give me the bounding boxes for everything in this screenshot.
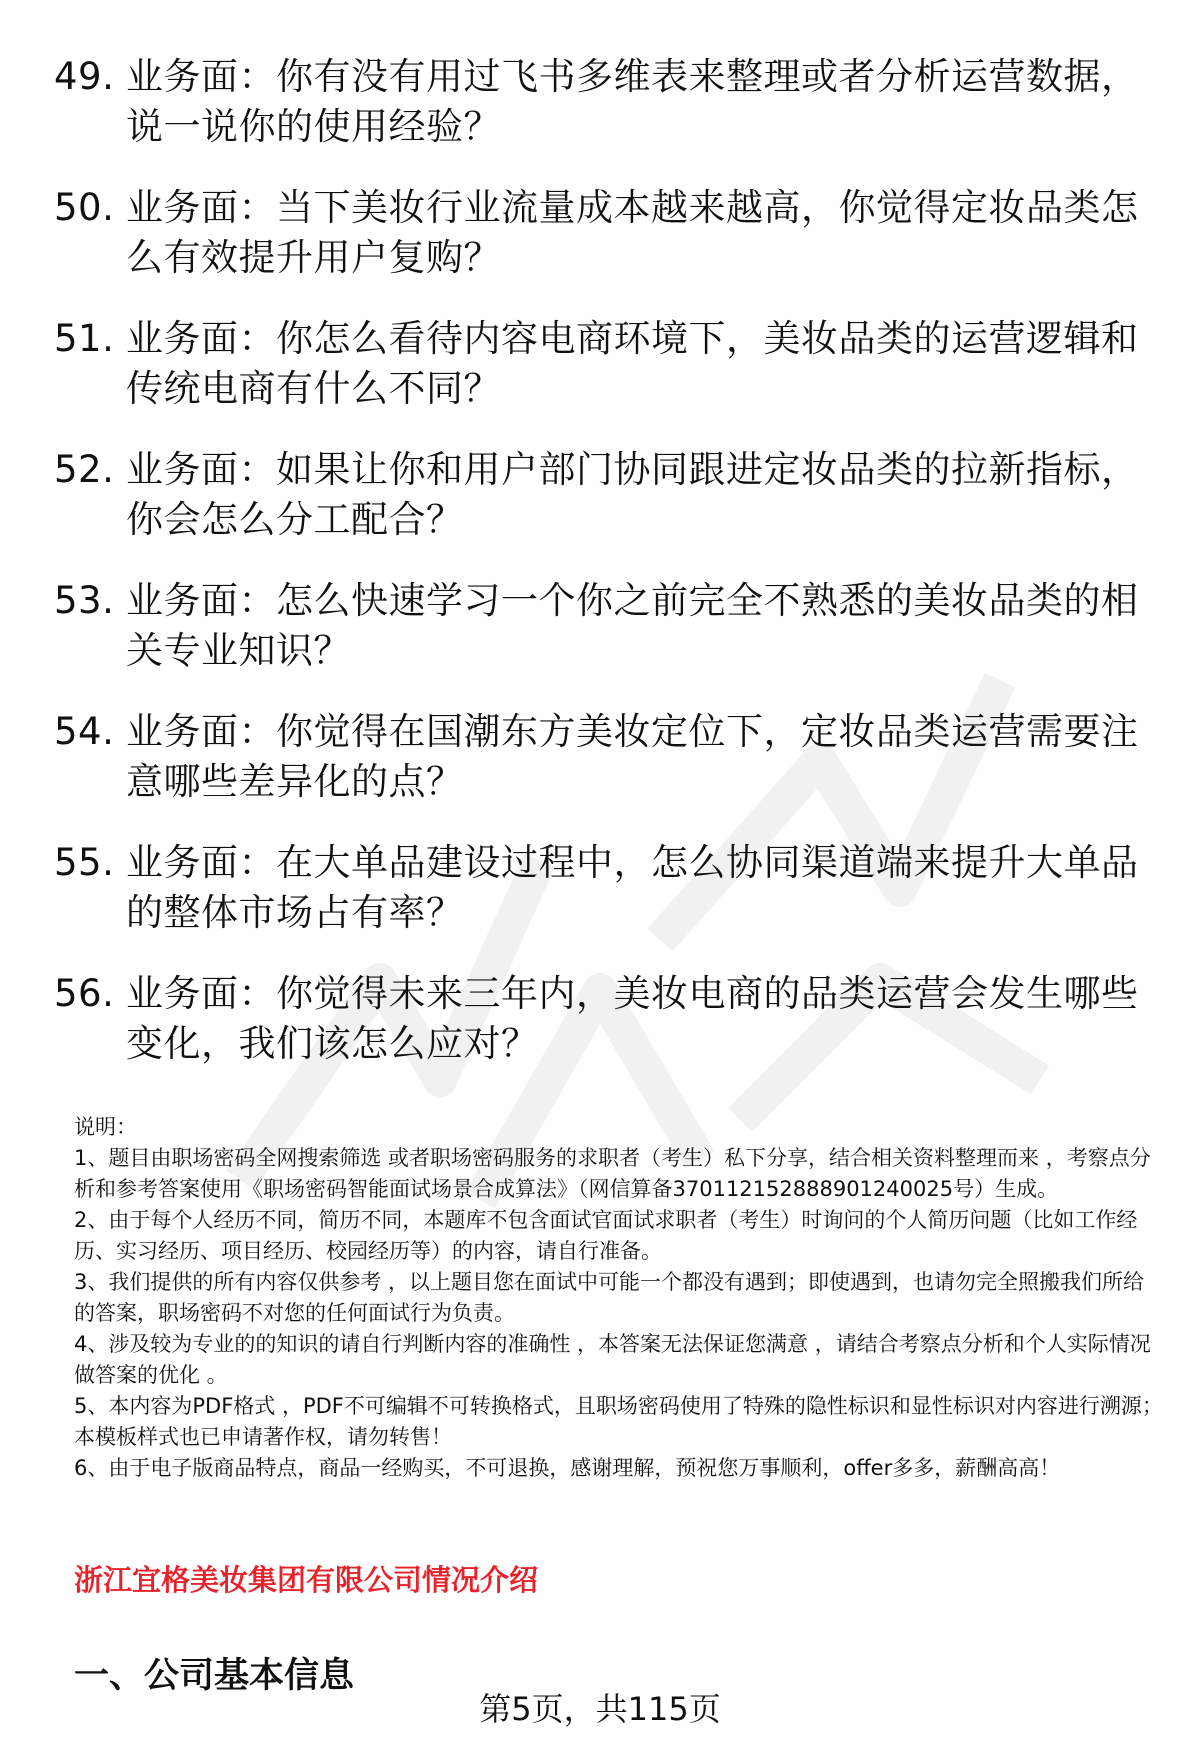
note-item: 6、由于电子版商品特点，商品一经购买，不可退换，感谢理解，预祝您万事顺利，offer多多，薪酬高高！ (74, 1456, 1061, 1480)
question-item (54, 183, 1154, 283)
question-item (54, 838, 1154, 938)
question-number: 55. (54, 841, 115, 884)
question-text: 业务面：如果让你和用户部门协同跟进定妆品类的拉新指标，你会怎么分工配合？ (126, 448, 1139, 541)
note-item: 5、本内容为PDF格式 ，PDF不可编辑不可转换格式，且职场密码使用了特殊的隐性标识和显性标识对内容进行溯源；本模板样式也已申请著作权，请勿转售！ (74, 1394, 1163, 1449)
note-item: 3、我们提供的所有内容仅供参考 ，以上题目您在面试中可能一个都没有遇到；即使遇到，也请勿完全照搬我们所给的答案，职场密码不对您的任何面试行为负责。 (74, 1270, 1145, 1325)
note-item: 2、由于每个人经历不同，简历不同，本题库不包含面试官面试求职者（考生）时询问的个人简历问题（比如工作经历、实习经历、项目经历、校园经历等）的内容，请自行准备。 (74, 1208, 1138, 1263)
question-item (54, 314, 1154, 414)
question-item (54, 52, 1154, 152)
note-item: 1、题目由职场密码全网搜索筛选 或者职场密码服务的求职者（考生）私下分享，结合相关资料整理而来 ，考察点分析和参考答案使用《职场密码智能面试场景合成算法》（网信算备370112152888901240025号）生成。 (74, 1146, 1151, 1201)
question-number: 50. (54, 186, 115, 229)
question-number: 51. (54, 317, 115, 360)
section-title: 一、公司基本信息 (74, 1656, 355, 1696)
company-title: 浙江宜格美妆集团有限公司情况介绍 (74, 1563, 539, 1597)
notes-section (74, 1112, 1164, 1484)
question-number: 52. (54, 448, 115, 491)
question-text: 业务面：你有没有用过飞书多维表来整理或者分析运营数据，说一说你的使用经验？ (126, 55, 1139, 148)
note-item: 4、涉及较为专业的的知识的请自行判断内容的准确性 ，本答案无法保证您满意 ，请结合考察点分析和个人实际情况做答案的优化 。 (74, 1332, 1151, 1387)
question-text: 业务面：在大单品建设过程中，怎么协同渠道端来提升大单品的整体市场占有率？ (126, 841, 1139, 934)
question-item (54, 445, 1154, 545)
question-text: 业务面：怎么快速学习一个你之前完全不熟悉的美妆品类的相关专业知识？ (126, 579, 1139, 672)
page-number: 第5页，共115页 (479, 1690, 721, 1728)
question-text: 业务面：你怎么看待内容电商环境下，美妆品类的运营逻辑和传统电商有什么不同？ (126, 317, 1139, 410)
question-number: 49. (54, 55, 115, 98)
question-number: 53. (54, 579, 115, 622)
question-text: 业务面：你觉得未来三年内，美妆电商的品类运营会发生哪些变化，我们该怎么应对？ (126, 972, 1139, 1065)
question-text: 业务面：当下美妆行业流量成本越来越高，你觉得定妆品类怎么有效提升用户复购？ (126, 186, 1139, 279)
question-list (54, 52, 1154, 1100)
question-text: 业务面：你觉得在国潮东方美妆定位下，定妆品类运营需要注意哪些差异化的点？ (126, 710, 1139, 803)
question-item (54, 969, 1154, 1069)
question-item (54, 576, 1154, 676)
question-item (54, 707, 1154, 807)
notes-heading: 说明： (74, 1115, 137, 1139)
question-number: 56. (54, 972, 115, 1015)
question-number: 54. (54, 710, 115, 753)
